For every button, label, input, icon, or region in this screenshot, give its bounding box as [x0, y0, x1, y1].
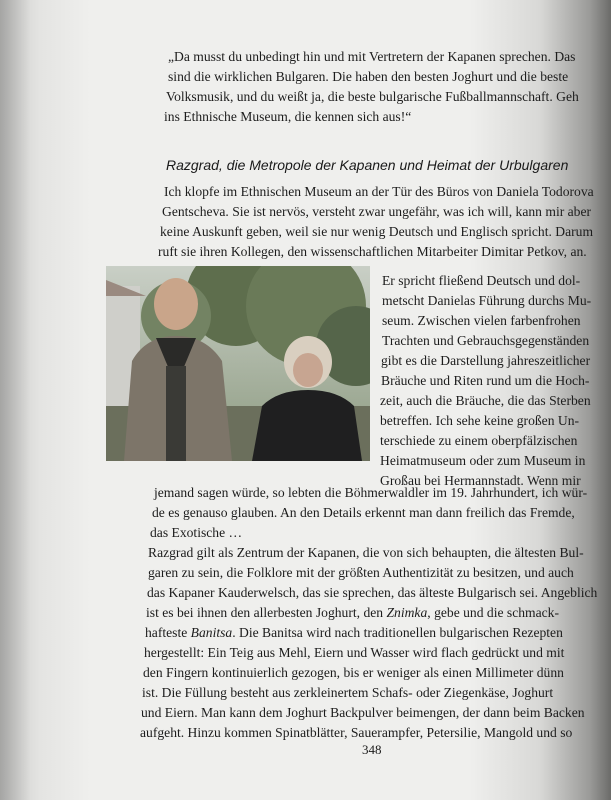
paragraph2-line-7-text: den Fingern kontinuierlich gezogen, bis er weniger als einen Millimeter dünn — [143, 665, 564, 680]
paragraph2-line-4 — [146, 603, 559, 623]
paragraph2-line-6-text: hergestellt: Ein Teig aus Mehl, Eiern und Wasser wird flach gedrückt und mit — [144, 645, 565, 660]
quote-line-4: ins Ethnische Museum, die kennen sich aus!“ — [164, 109, 412, 124]
banitsa-term: Banitsa — [190, 625, 233, 640]
paragraph2-line-3 — [147, 583, 597, 603]
beside-photo-line-11: Großau bei Hermannstadt. Wenn mir — [380, 473, 581, 488]
paragraph2-line-9 — [141, 703, 585, 723]
paragraph2-line-1-text: Razgrad gilt als Zentrum der Kapanen, die von sich behaupten, die ältesten Bul- — [148, 545, 584, 560]
beside-photo-line-2: metscht Danielas Führung durchs Mu- — [382, 293, 592, 308]
photo-illustration — [106, 266, 370, 461]
paragraph2-line-5 — [145, 623, 563, 643]
quote-line-2: sind die wirklichen Bulgaren. Die haben den besten Joghurt und die beste — [168, 69, 569, 84]
paragraph2-line-6 — [144, 643, 564, 663]
paragraph2-line-8 — [142, 683, 553, 703]
beside-photo-line-1: Er spricht fließend Deutsch und dol- — [382, 273, 581, 288]
paragraph2-line-4-after: , gebe und die schmack- — [427, 605, 560, 620]
paragraph1-line-4: ruft sie ihren Kollegen, den wissenschaftlichen Mitarbeiter Dimitar Petkov, an. — [158, 244, 587, 259]
paragraph1-line-2: Gentscheva. Sie ist nervös, versteht zwar ungefähr, was ich will, kann mir aber — [162, 204, 592, 219]
paragraph2-line-10 — [140, 723, 572, 743]
quote-line-1: „Da musst du unbedingt hin und mit Vertretern der Kapanen sprechen. Das — [168, 49, 576, 64]
beside-photo-line-8: betreffen. Ich sehe keine großen Un- — [380, 413, 580, 428]
paragraph2-line-9-text: und Eiern. Man kann dem Joghurt Backpulver beimengen, der dann beim Backen — [141, 705, 585, 720]
beside-photo-line-4: Trachten und Gebrauchsgegenständen — [382, 333, 590, 348]
page-number: 348 — [362, 742, 382, 757]
beside-photo-line-9: terschiede zu einem oberpfälzischen — [380, 433, 578, 448]
paragraph2-line-8-text: ist. Die Füllung besteht aus zerkleinertem Schafs- oder Ziegenkäse, Joghurt — [142, 685, 554, 700]
paragraph2-line-4-text: ist es bei ihnen den allerbesten Joghurt, den — [146, 605, 387, 620]
paragraph2-line-1 — [148, 543, 584, 563]
beside-photo-line-3: seum. Zwischen vielen farbenfrohen — [382, 313, 581, 328]
quote-line-3: Volksmusik, und du weißt ja, die beste bulgarische Fußballmannschaft. Geh — [166, 89, 579, 104]
beside-photo-line-7: zeit, auch die Bräuche, die das Sterben — [380, 393, 591, 408]
binding-shadow — [0, 0, 30, 800]
section-heading: Razgrad, die Metropole der Kapanen und Heimat der Urbulgaren — [166, 157, 569, 173]
paragraph1-end-line-1: jemand sagen würde, so lebten die Böhmerwaldler im 19. Jahrhundert, ich wür- — [154, 485, 588, 500]
paragraph2-line-5-text: hafteste — [145, 625, 191, 640]
paragraph2-line-5-after: . Die Banitsa wird nach traditionellen bulgarischen Rezepten — [232, 625, 563, 640]
paragraph2-line-3-text: das Kapaner Kauderwelsch, das sie sprechen, das älteste Bulgarisch sei. Angeblich — [147, 585, 598, 600]
paragraph1-end-line-2: de es genauso glauben. An den Details erkennt man dann freilich das Fremde, — [152, 505, 575, 520]
beside-photo-line-5: gibt es die Darstellung jahreszeitlicher — [381, 353, 591, 368]
paragraph1-line-1: Ich klopfe im Ethnischen Museum an der Tür des Büros von Daniela Todorova — [164, 184, 594, 199]
znimka-term: Znimka — [386, 605, 428, 620]
beside-photo-line-10: Heimatmuseum oder zum Museum in — [380, 453, 586, 468]
paragraph1-end-line-3: das Exotische … — [150, 525, 243, 540]
paragraph1-line-3: keine Auskunft geben, weil sie nur wenig Deutsch und Englisch spricht. Darum — [160, 224, 594, 239]
paragraph2-line-10-text: aufgeht. Hinzu kommen Spinatblätter, Sauerampfer, Petersilie, Mangold und so — [140, 725, 573, 740]
museum-photo — [106, 266, 370, 461]
paragraph2-line-7 — [143, 663, 564, 683]
paragraph2-line-2-text: garen zu sein, die Folklore mit der größten Authentizität zu besitzen, und auch — [148, 565, 574, 580]
paragraph2-line-2 — [148, 563, 574, 583]
beside-photo-line-6: Bräuche und Riten rund um die Hoch- — [381, 373, 590, 388]
